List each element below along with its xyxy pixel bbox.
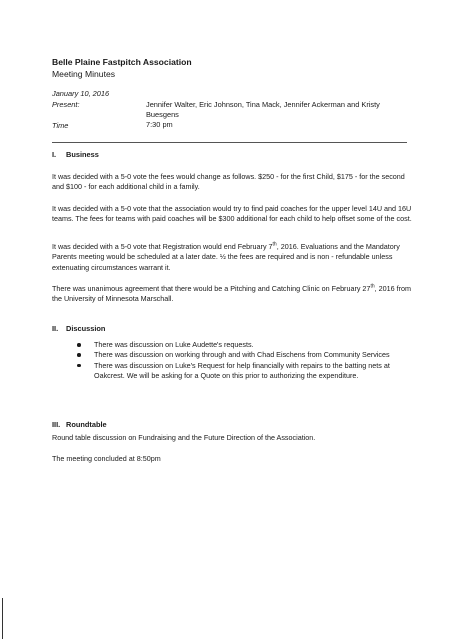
- roundtable-paragraph: Round table discussion on Fundraising and the Future Direction of the Association.: [52, 433, 316, 442]
- document-subtitle: Meeting Minutes: [52, 69, 116, 79]
- business-paragraph-fees: It was decided with a 5-0 vote the fees would change as follows. $250 - for the first Child, $175 - for the second and $100 - for each additional child in a family.: [52, 172, 405, 192]
- superscript: th: [272, 241, 277, 248]
- business-paragraph-clinic: [52, 284, 414, 305]
- bullet-icon: [77, 353, 81, 357]
- text-run: There was unanimous agreement that there would be a Pitching and Catching Clinic on February 27: [52, 284, 371, 293]
- text-run: , 2016. Evaluations and the Mandatory Parents meeting would be scheduled at a later date. ½ the fees are required and is non - refundable unless extenuating circumstances warrant it.: [52, 242, 400, 272]
- discussion-list: [52, 340, 407, 382]
- section-title: Discussion: [66, 324, 106, 333]
- section-number: III.: [52, 420, 61, 429]
- list-item-text: There was discussion on Luke Audette's requests.: [94, 340, 254, 349]
- superscript: th: [370, 283, 375, 290]
- section-number: II.: [52, 324, 59, 333]
- bullet-icon: [77, 343, 81, 347]
- bullet-icon: [77, 364, 81, 368]
- list-item: [52, 340, 407, 350]
- section-title: Business: [66, 150, 99, 159]
- section-title: Roundtable: [66, 420, 107, 429]
- list-item: [52, 350, 407, 360]
- business-paragraph-coaches: It was decided with a 5-0 vote that the association would try to find paid coaches for the upper level 14U and 16U teams. The fees for teams with paid coaches will be $300 additional for each child to help offset some of the cost.: [52, 204, 412, 224]
- list-item: [52, 361, 407, 382]
- text-run: It was decided with a 5-0 vote that Registration would end February 7: [52, 242, 273, 251]
- list-item-text: There was discussion on Luke's Request for help financially with repairs to the batting nets at Oakcrest. We will be asking for a Quote on this prior to authorizing the expenditure.: [94, 360, 390, 381]
- meeting-date: January 10, 2016: [52, 89, 110, 98]
- list-item-text: There was discussion on working through and with Chad Eischens from Community Services: [94, 350, 390, 360]
- divider-line: [52, 142, 407, 143]
- section-roundtable-heading: [52, 420, 107, 429]
- business-paragraph-registration: [52, 242, 414, 273]
- org-title: Belle Plaine Fastpitch Association: [52, 57, 192, 67]
- meeting-conclusion: The meeting concluded at 8:50pm: [52, 454, 161, 463]
- scan-edge-mark: [2, 598, 3, 639]
- section-discussion-heading: [52, 324, 105, 333]
- time-label: Time: [52, 121, 69, 130]
- time-value: 7:30 pm: [146, 120, 173, 129]
- section-business-heading: [52, 150, 99, 159]
- present-value: Jennifer Walter, Eric Johnson, Tina Mack, Jennifer Ackerman and Kristy Buesgens: [146, 100, 380, 120]
- present-label: Present:: [52, 100, 80, 109]
- text-run: , 2016 from the University of Minnesota Marschall.: [52, 284, 411, 304]
- section-number: I.: [52, 150, 57, 159]
